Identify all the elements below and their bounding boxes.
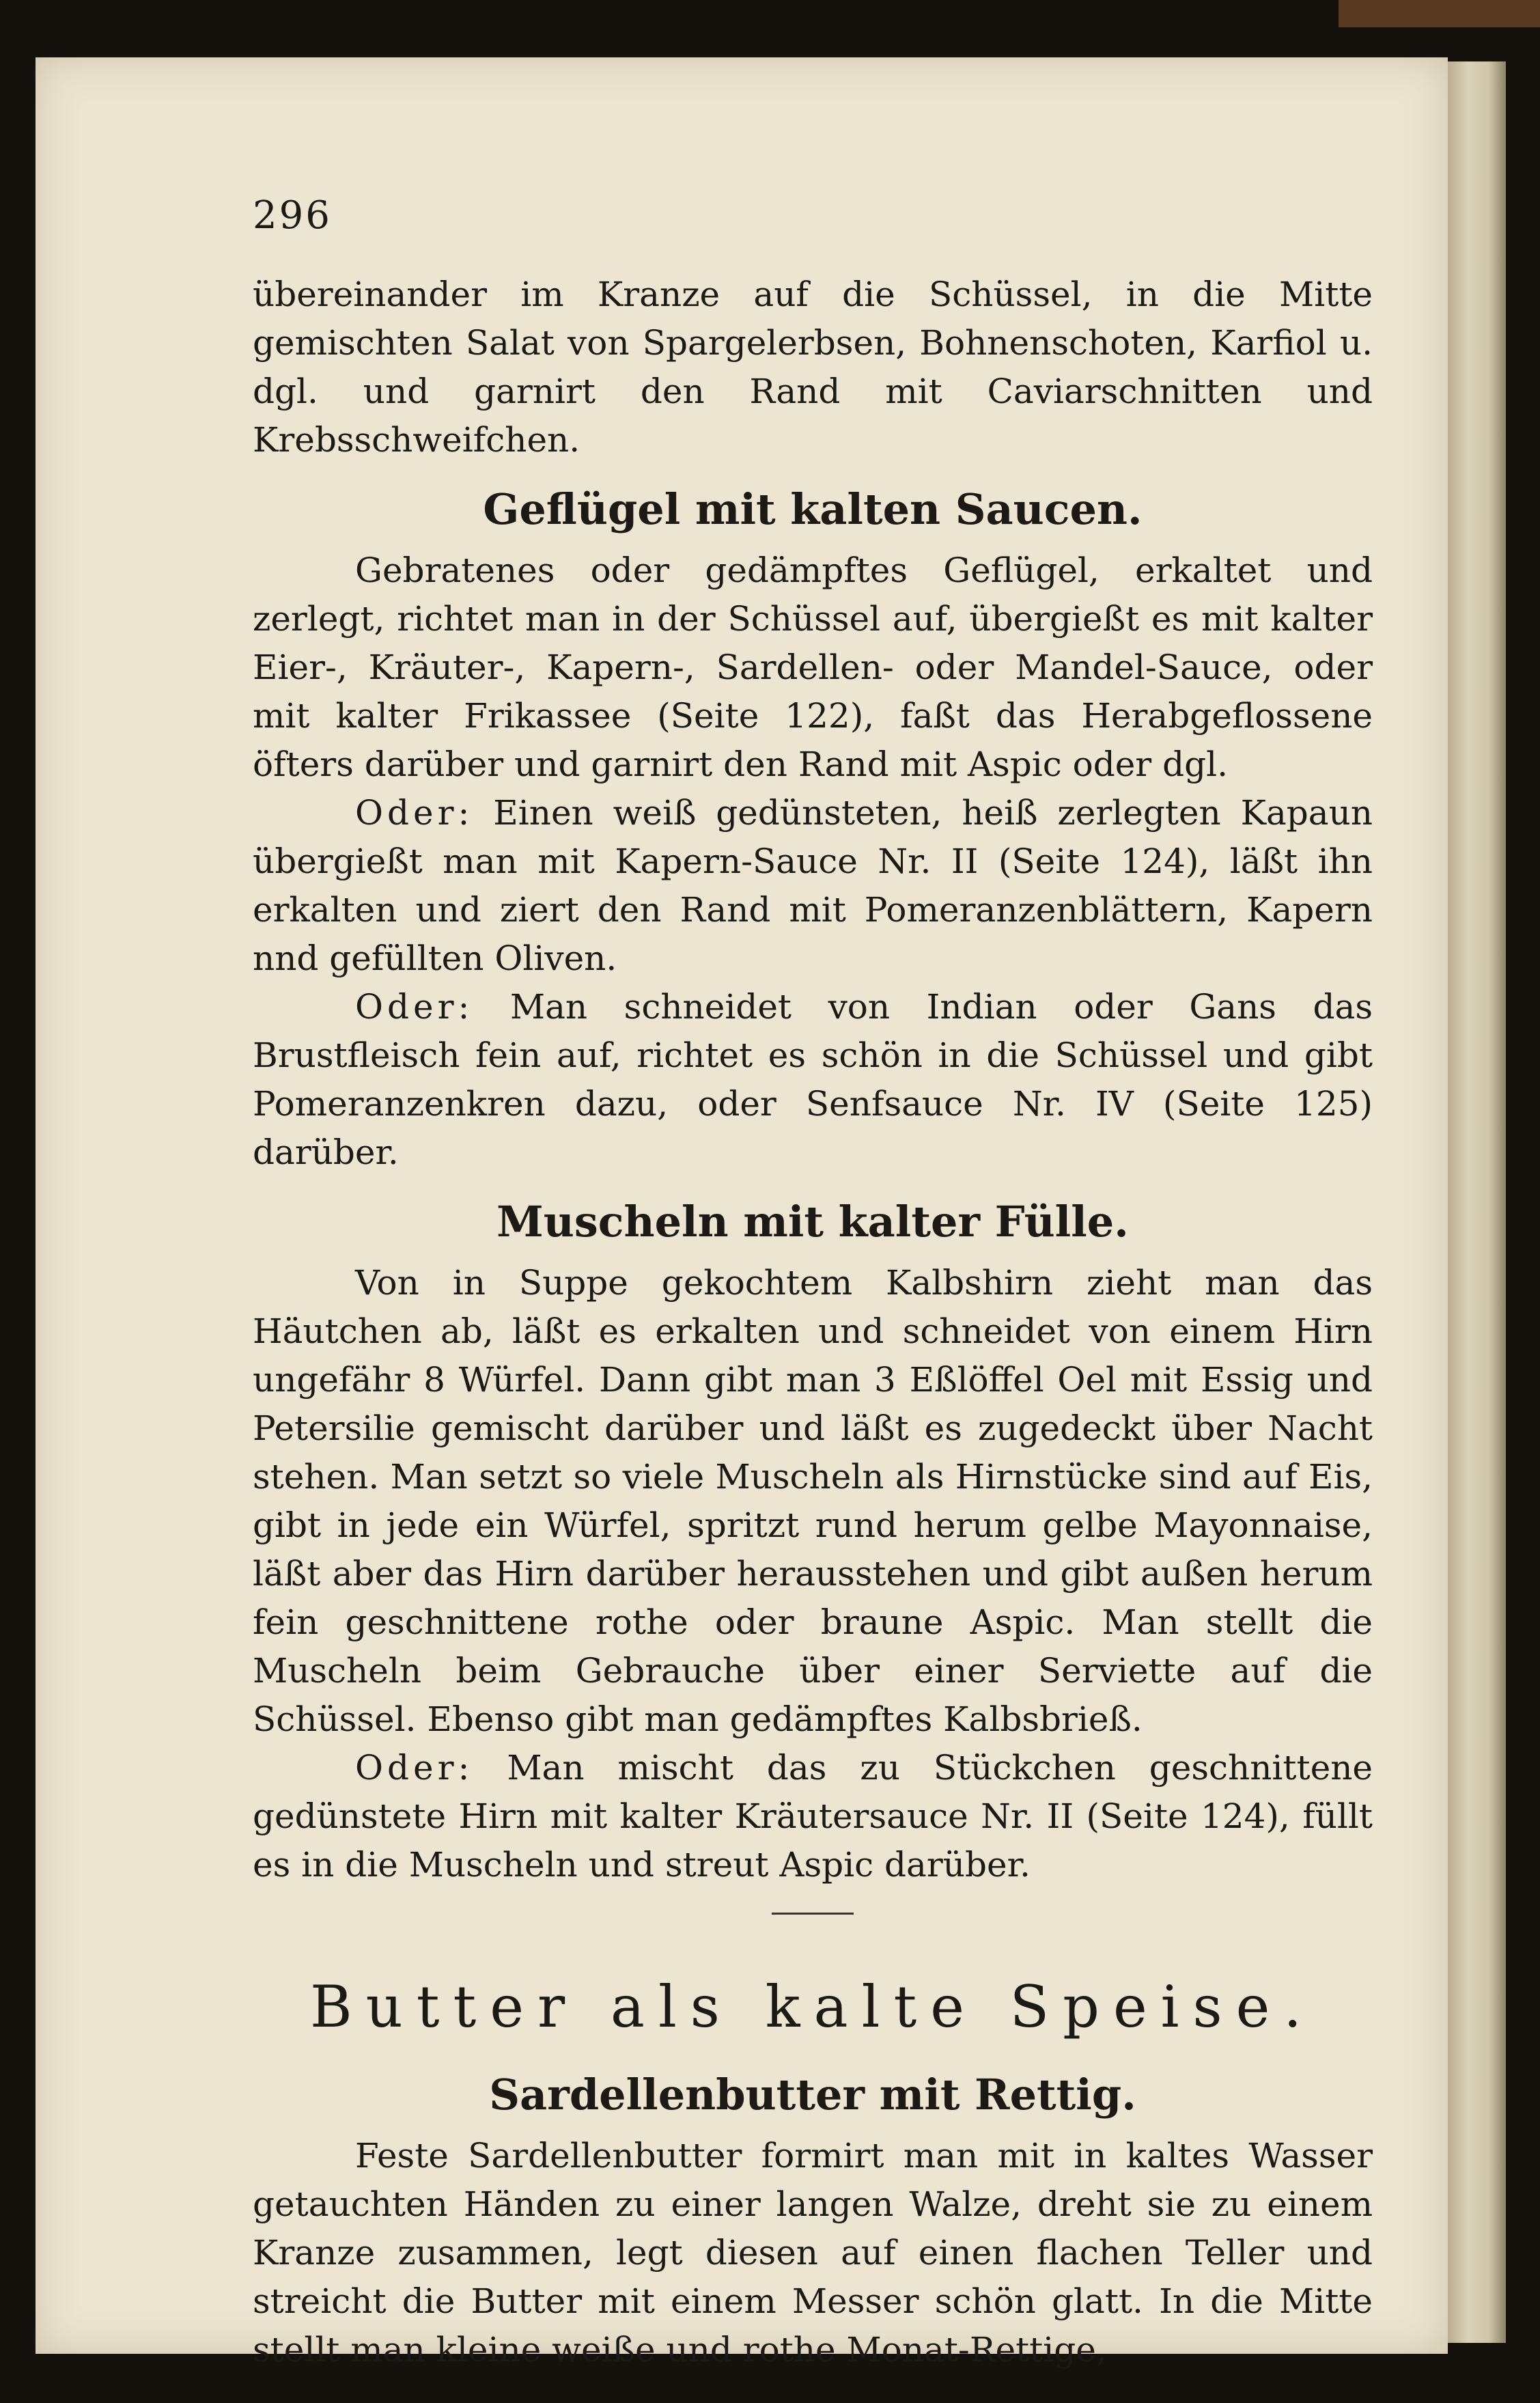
page-text bbox=[253, 191, 1373, 2374]
paragraph-lead: Oder: bbox=[355, 793, 474, 833]
section-title-muscheln: Muscheln mit kalter Fülle. bbox=[496, 1197, 1129, 1247]
paragraph bbox=[253, 546, 1373, 789]
paragraph-text: Man schneidet von Indian oder Gans das Brustfleisch fein auf, richtet es schön in die Schüssel und gibt Pomeranzenkren dazu, oder Senfsauce Nr. IV (Seite 125) darüber. bbox=[253, 987, 1373, 1172]
paragraph bbox=[253, 1259, 1373, 1744]
paragraph bbox=[253, 1744, 1373, 1889]
page-number: 296 bbox=[253, 193, 332, 238]
paragraph-lead: Oder: bbox=[355, 987, 474, 1027]
section-title-sardellenbutter: Sardellenbutter mit Rettig. bbox=[489, 2070, 1136, 2120]
chapter-title: Butter als kalte Speise. bbox=[309, 1973, 1316, 2040]
paragraph bbox=[253, 983, 1373, 1177]
section-title-gefluegel: Geflügel mit kalten Saucen. bbox=[483, 484, 1143, 534]
paragraph-text: Einen weiß gedünsteten, heiß zerlegten Kapaun übergießt man mit Kapern-Sauce Nr. II (Seite 124), läßt ihn erkalten und ziert den Rand mit Pomeranzenblättern, Kapern nnd gefüllten Oliven. bbox=[253, 793, 1373, 978]
paragraph-text: Man mischt das zu Stückchen geschnittene gedünstete Hirn mit kalter Kräutersauce Nr. II (Seite 124), füllt es in die Muscheln und streut Aspic darüber. bbox=[253, 1748, 1373, 1885]
paragraph-text: Gebratenes oder gedämpftes Geflügel, erkaltet und zerlegt, richtet man in der Schüssel auf, übergießt es mit kalter Eier-, Kräuter-, Kapern-, Sardellen- oder Mandel-Sauce, oder mit kalter Frikassee (Seite 122), faßt das Herabgeflossene öfters darüber und garnirt den Rand mit Aspic oder dgl. bbox=[253, 551, 1373, 784]
paragraph-text: Feste Sardellenbutter formirt man mit in kaltes Wasser getauchten Händen zu einer langen Walze, dreht sie zu einem Kranze zusammen, legt diesen auf einen flachen Teller und streicht die Butter mit einem Messer schön glatt. In die Mitte stellt man kleine weiße und rothe Monat-Rettige, bbox=[253, 2136, 1373, 2370]
page-edge bbox=[1448, 61, 1506, 2343]
paragraph-lead: Oder: bbox=[355, 1748, 474, 1788]
paragraph-text: Von in Suppe gekochtem Kalbshirn zieht man das Häutchen ab, läßt es erkalten und schneidet von einem Hirn ungefähr 8 Würfel. Dann gibt man 3 Eßlöffel Oel mit Essig und Petersilie gemischt darüber und läßt es zugedeckt über Nacht stehen. Man setzt so viele Muscheln als Hirnstücke sind auf Eis, gibt in jede ein Würfel, spritzt rund herum gelbe Mayonnaise, läßt aber das Hirn darüber herausstehen und gibt außen herum fein geschnittene rothe oder braune Aspic. Man stellt die Muscheln beim Gebrauche über einer Serviette auf die Schüssel. Ebenso gibt man gedämpftes Kalbsbrieß. bbox=[253, 1263, 1373, 1739]
binding-edge bbox=[1339, 0, 1540, 27]
section-divider bbox=[772, 1913, 854, 1915]
paragraph bbox=[253, 2132, 1373, 2374]
intro-paragraph: übereinander im Kranze auf die Schüssel, in die Mitte gemischten Salat von Spargelerbsen, Bohnenschoten, Karfiol u. dgl. und garnirt den Rand mit Caviarschnitten und Krebsschweifchen. bbox=[253, 275, 1373, 460]
paragraph bbox=[253, 789, 1373, 983]
